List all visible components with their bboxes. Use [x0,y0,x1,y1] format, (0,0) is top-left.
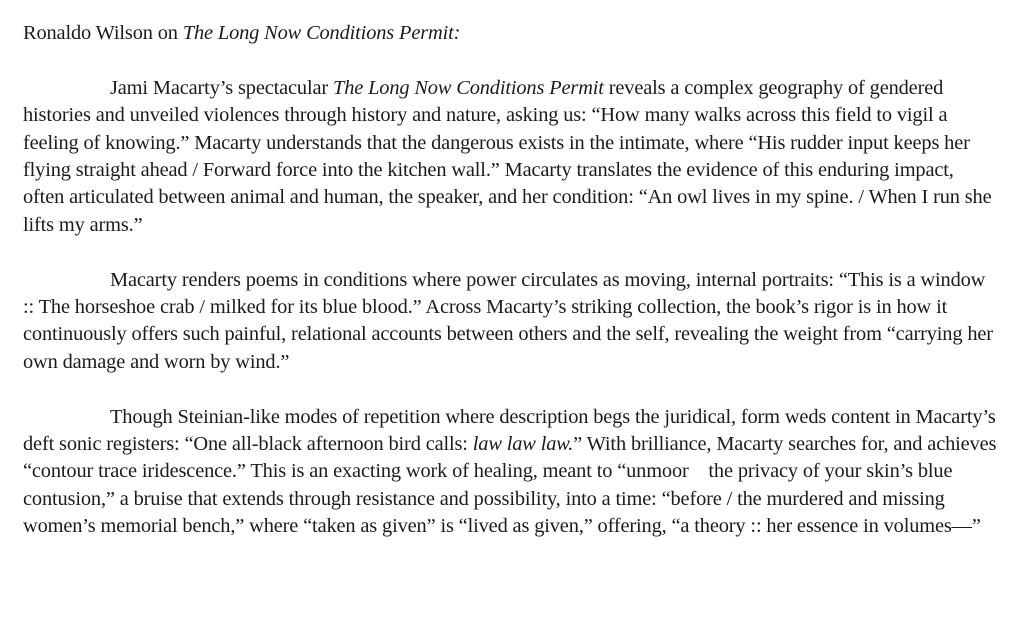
paragraph-3 [23,404,1002,541]
document-heading [23,20,998,47]
paragraph-3-italic-quote: law law law. [472,433,574,456]
paragraph-1-book-title: The Long Now Conditions Permit [333,76,604,99]
heading-book-title: The Long Now Conditions Permit: [182,22,461,44]
paragraph-2-text: Macarty renders poems in conditions where power circulates as moving, internal portraits: “This is a window :: The horseshoe crab / milked for its blue blood.” Across Macarty’s striking collection, the book’s rigor is in how it continuously offers such painful, relational accounts between others and the self, revealing the weight from “carrying her own damage and worn by wind.” [23,268,993,373]
paragraph-1-text-a: Jami Macarty’s spectacular [110,76,333,99]
document-page [23,20,1002,541]
paragraph-3-text-b: ” With brilliance, Macarty searches for, and achieves “contour trace iridescence.” This is an exacting work of healing, meant to “unmoor the privacy of your skin’s blue contusion,” a bruise that extends through resistance and possibility, into a time: “before / the murdered and missing women’s memorial bench,” where “taken as given” is “lived as given,” offering, “a theory :: her essence in volumes—” [23,433,1002,538]
paragraph-1 [23,75,998,239]
paragraph-1-text-b: reveals a complex geography of gendered histories and unveiled violences through history and nature, asking us: “How many walks across this field to vigil a feeling of knowing.” Macarty understands that the dangerous exists in the intimate, where “His rudder input keeps her flying straight ahead / Forward force into the kitchen wall.” Macarty translates the evidence of this enduring impact, often articulated between animal and human, the speaker, and her condition: “An owl lives in my spine. / When I run she lifts my arms.” [23,76,992,236]
paragraph-2 [23,267,998,377]
paragraph-3-text-a: Though Steinian-like modes of repetition where description begs the juridical, form weds content in Macarty’s deft sonic registers: “One all-black afternoon bird calls: [23,405,1001,456]
heading-prefix: Ronaldo Wilson on [23,22,183,44]
